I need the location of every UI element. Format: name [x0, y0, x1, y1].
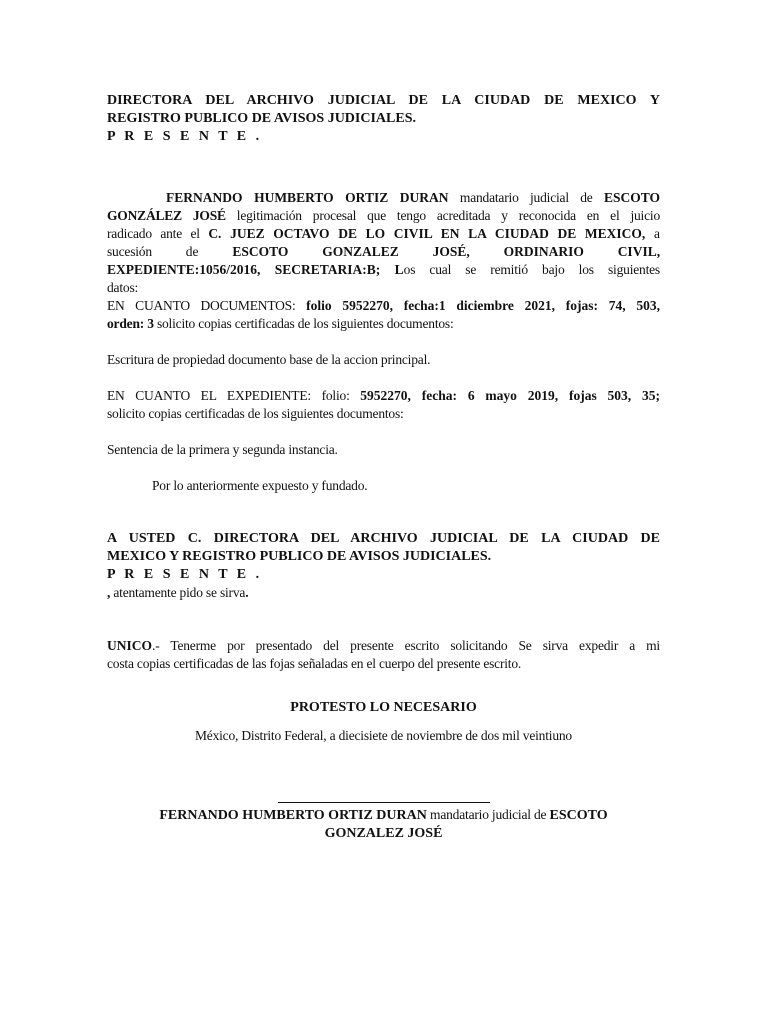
signature-line-1	[107, 806, 660, 825]
intro-line-5	[107, 261, 660, 279]
documents-order: orden: 3	[107, 316, 154, 331]
intro-text: os cual se remitió bajo los siguientes	[403, 262, 660, 277]
client-name: ESCOTO	[603, 190, 660, 205]
signature-role: mandatario judicial de	[426, 807, 550, 822]
expediente-label: EN CUANTO EL EXPEDIENTE: folio:	[107, 388, 361, 403]
addressee-line-2: REGISTRO PUBLICO DE AVISOS JUDICIALES.	[107, 111, 416, 126]
pido-line	[107, 584, 660, 602]
intro-line-3	[107, 225, 660, 243]
signature-name: FERNANDO HUMBERTO ORTIZ DURAN	[159, 808, 427, 823]
expediente-line-1	[107, 387, 660, 405]
case-party: JOSÉ,	[432, 244, 470, 259]
documents-label: EN CUANTO DOCUMENTOS:	[107, 298, 307, 313]
addressee-heading	[107, 92, 660, 146]
pido-period: .	[245, 585, 249, 600]
intro-text: de	[185, 244, 199, 259]
intro-line-6: datos:	[107, 280, 139, 295]
documents-item: Escritura de propiedad documento base de la accion principal.	[107, 352, 431, 367]
presente-closing: P R E S E N T E .	[107, 567, 263, 582]
a-usted-line-2: MEXICO Y REGISTRO PUBLICO DE AVISOS JUDICIALES.	[107, 549, 492, 564]
place-date: México, Distrito Federal, a diecisiete de noviembre de dos mil veintiuno	[194, 728, 572, 743]
intro-line-2	[107, 207, 660, 225]
intro-text: sucesión	[107, 244, 152, 259]
intro-paragraph	[107, 189, 660, 297]
intro-text: legitimación procesal que tengo acreditada y reconocida en el juicio	[225, 208, 660, 223]
expuesto-line: Por lo anteriormente expuesto y fundado.	[152, 478, 368, 493]
pido-text: atentamente pido se sirva	[110, 585, 246, 600]
presente-heading: P R E S E N T E .	[107, 129, 263, 144]
case-type: CIVIL,	[617, 244, 661, 259]
intro-text: L	[380, 262, 404, 277]
intro-line-1	[107, 189, 660, 207]
expediente-details: 5952270, fecha: 6 mayo 2019, fojas 503, 35;	[360, 388, 660, 403]
intro-line-4	[107, 243, 660, 261]
signature-client: ESCOTO	[549, 808, 608, 823]
expediente-request: solicito copias certificadas de los siguientes documentos:	[107, 406, 404, 421]
court-name: C. JUEZ OCTAVO DE LO CIVIL EN LA CIUDAD DE MEXICO,	[208, 226, 646, 241]
intro-text: a	[645, 226, 660, 241]
documents-details: folio 5952270, fecha:1 diciembre 2021, fojas: 74, 503,	[306, 298, 660, 313]
addressee-line-1: DIRECTORA DEL ARCHIVO JUDICIAL DE LA CIUDAD DE MEXICO Y	[107, 93, 660, 108]
signature-block	[107, 806, 660, 843]
intro-text: radicado ante el	[107, 226, 209, 241]
case-party: ESCOTO	[232, 244, 289, 259]
protesto-heading: PROTESTO LO NECESARIO	[290, 700, 477, 715]
case-type: ORDINARIO	[503, 244, 584, 259]
unico-text-2: costa copias certificadas de las fojas señaladas en el cuerpo del presente escrito.	[107, 656, 522, 671]
unico-section	[107, 637, 660, 673]
attorney-name: FERNANDO HUMBERTO ORTIZ DURAN	[166, 190, 449, 205]
unico-label: UNICO	[107, 638, 153, 653]
documents-section	[107, 297, 660, 333]
unico-text: .- Tenerme por presentado del presente escrito solicitando Se sirva expedir a mi	[152, 638, 660, 653]
expediente-section	[107, 387, 660, 423]
documents-line-1	[107, 297, 660, 315]
pido-comma: ,	[107, 585, 111, 600]
case-party: GONZALEZ	[322, 244, 399, 259]
expediente-item: Sentencia de la primera y segunda instancia.	[107, 442, 338, 457]
expediente-number: EXPEDIENTE:1056/2016, SECRETARIA:B;	[107, 262, 381, 277]
signature-line	[278, 802, 490, 803]
signature-client-cont: GONZALEZ JOSÉ	[324, 826, 443, 841]
intro-text: mandatario judicial de	[448, 190, 604, 205]
a-usted-line-1: A USTED C. DIRECTORA DEL ARCHIVO JUDICIAL DE LA CIUDAD DE	[107, 531, 660, 546]
documents-line-2	[107, 315, 660, 333]
unico-line-1	[107, 637, 660, 655]
client-name-cont: GONZÁLEZ JOSÉ	[107, 208, 226, 223]
documents-request: solicito copias certificadas de los siguientes documentos:	[153, 316, 454, 331]
a-usted-section	[107, 530, 660, 584]
